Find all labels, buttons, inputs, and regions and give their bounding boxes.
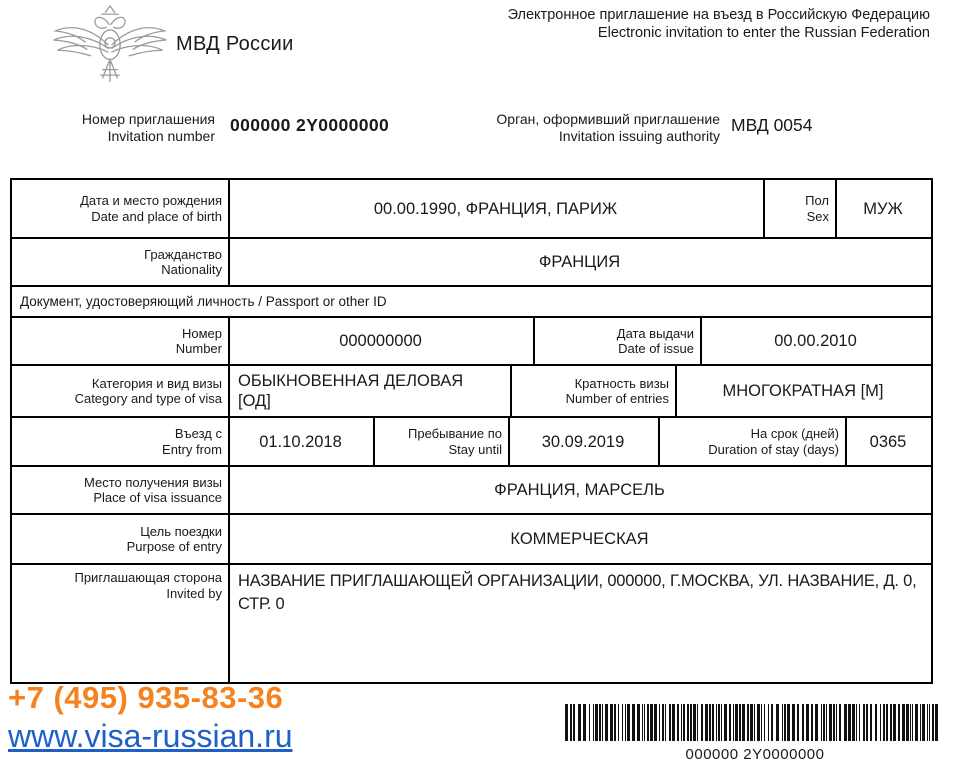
row-passport bbox=[12, 318, 931, 366]
purpose-value: КОММЕРЧЕСКАЯ bbox=[510, 530, 649, 548]
passport-number-label: Номер Number bbox=[12, 318, 230, 364]
issuance-place-label: Место получения визы Place of visa issuance bbox=[12, 467, 230, 513]
row-visa-category bbox=[12, 366, 931, 418]
birth-label: Дата и место рождения Date and place of birth bbox=[12, 180, 230, 237]
org-name: МВД России bbox=[176, 33, 294, 55]
entry-from-label: Въезд с Entry from bbox=[12, 418, 230, 465]
row-invited-by bbox=[12, 565, 931, 682]
barcode bbox=[565, 704, 945, 741]
row-purpose bbox=[12, 515, 931, 565]
website-link[interactable]: www.visa-russian.ru bbox=[8, 718, 293, 754]
row-issuance-place bbox=[12, 467, 931, 515]
document-title-ru: Электронное приглашение на въезд в Российскую Федерацию bbox=[507, 7, 930, 23]
row-birth bbox=[12, 180, 931, 239]
sex-value: МУЖ bbox=[863, 199, 903, 218]
stay-until-value: 30.09.2019 bbox=[510, 418, 660, 465]
invitation-number-value: 000000 2Y0000000 bbox=[230, 115, 390, 135]
invited-by-value: НАЗВАНИЕ ПРИГЛАШАЮЩЕЙ ОРГАНИЗАЦИИ, 000000, Г.МОСКВА, УЛ. НАЗВАНИЕ, Д. 0, СТР. 0 bbox=[238, 572, 917, 613]
purpose-label: Цель поездки Purpose of entry bbox=[12, 515, 230, 563]
stay-until-label: Пребывание по Stay until bbox=[375, 418, 510, 465]
issuing-authority-value: МВД 0054 bbox=[731, 115, 813, 135]
sex-label: Пол Sex bbox=[765, 180, 837, 237]
date-of-issue-label: Дата выдачи Date of issue bbox=[535, 318, 702, 364]
mvd-emblem-icon bbox=[50, 3, 170, 91]
barcode-caption: 000000 2Y0000000 bbox=[685, 746, 825, 763]
visa-category-label: Категория и вид визы Category and type of visa bbox=[12, 366, 230, 416]
row-nationality bbox=[12, 239, 931, 287]
entry-from-value: 01.10.2018 bbox=[230, 418, 375, 465]
document-section-header: Документ, удостоверяющий личность / Passport or other ID bbox=[20, 294, 387, 309]
date-of-issue-value: 00.00.2010 bbox=[774, 332, 857, 350]
invited-by-label: Приглашающая сторона Invited by bbox=[12, 565, 230, 682]
visa-category-value: ОБЫКНОВЕННАЯ ДЕЛОВАЯ [ОД] bbox=[230, 366, 512, 416]
document-title bbox=[508, 7, 930, 42]
passport-number-value: 000000000 bbox=[230, 318, 535, 364]
phone-number: +7 (495) 935-83-36 bbox=[8, 680, 284, 715]
issuing-authority-label: Орган, оформивший приглашение Invitation issuing authority bbox=[496, 111, 720, 144]
invitation-table bbox=[10, 178, 933, 684]
invitation-number-label: Номер приглашения Invitation number bbox=[81, 111, 215, 144]
row-document-section bbox=[12, 287, 931, 318]
birth-value: 00.00.1990, ФРАНЦИЯ, ПАРИЖ bbox=[230, 180, 765, 237]
duration-value: 0365 bbox=[869, 432, 907, 451]
duration-label: На срок (дней) Duration of stay (days) bbox=[660, 418, 847, 465]
row-dates bbox=[12, 418, 931, 467]
nationality-value: ФРАНЦИЯ bbox=[538, 253, 621, 271]
issuance-place-value: ФРАНЦИЯ, МАРСЕЛЬ bbox=[494, 481, 665, 499]
nationality-label: Гражданство Nationality bbox=[12, 239, 230, 285]
entries-label: Кратность визы Number of entries bbox=[512, 366, 677, 416]
entries-value: МНОГОКРАТНАЯ [М] bbox=[722, 382, 884, 400]
document-title-en: Electronic invitation to enter the Russian Federation bbox=[597, 24, 930, 41]
